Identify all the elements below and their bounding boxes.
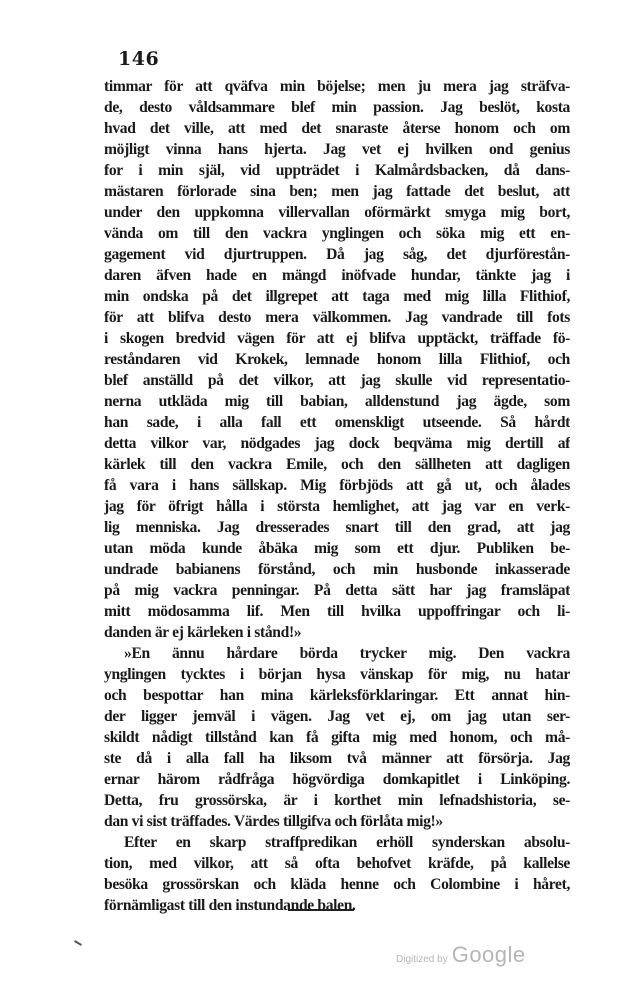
text-line: och bespottar han mina kärleksförklaringar. Ett annat hin- [104,687,570,704]
text-line: Efter en skarp straffpredikan erhöll synderskan absolu- [124,834,570,851]
text-line: danden är ej kärleken i stånd!» [104,624,302,641]
text-line: han sade, i alla fall ett omenskligt utseende. Så hårdt [104,414,570,431]
text-line: ynglingen tycktes i början hysa vänskap för mig, nu hatar [104,666,570,683]
text-line: min ondska på det illgrepet att taga med mig lilla Flithiof, [104,288,570,305]
text-line: nerna utkläda mig till babian, alldenstund jag ägde, som [104,393,570,410]
digitized-watermark [396,942,526,968]
watermark-prefix: Digitized by [396,954,448,965]
text-line: undrade babianens förstånd, och min husbonde inkasserade [104,561,570,578]
text-line: under den uppkomna villervallan oförmärkt smyga mig bort, [104,204,570,221]
text-line: skildt nådigt tillstånd kan få gifta mig med honom, och må- [104,729,570,746]
scan-speck [74,940,82,946]
text-line: der ligger jemväl i vägen. Jag vet ej, om jag utan ser- [104,708,570,725]
text-line: utan möda kunde åbäka mig som ett djur. Publiken be- [104,540,570,557]
text-line: timmar för att qväfva min böjelse; men ju mera jag sträfva- [104,78,570,95]
text-line: daren äfven hade en mängd inöfvade hundar, tänkte jag i [104,267,570,284]
text-line: de, desto våldsammare blef min passion. Jag beslöt, kosta [104,99,570,116]
text-line: besöka grossörskan och kläda henne och Colombine i håret, [104,876,570,893]
text-line: ernar härom rådfråga högvördiga domkapitlet i Linköping. [104,771,570,788]
text-line: vända om till den vackra ynglingen och söka mig ett en- [104,225,570,242]
text-line: förnämligast till den instundande balen. [104,897,356,914]
text-line: hvad det ville, att med det snaraste återse honom och om [104,120,570,137]
text-line: lig menniska. Jag dresserades snart till den grad, att jag [104,519,570,536]
text-line: möjligt vinna hans hjerta. Jag vet ej hvilken ond genius [104,141,570,158]
text-line: mästaren förlorade sina ben; men jag fattade det beslut, att [104,183,570,200]
body-text [104,76,570,916]
text-line: i skogen bredvid vägen för att ej blifva upptäckt, träffade fö- [104,330,570,347]
text-line: gagement vid djurtruppen. Då jag såg, det djurförestån- [104,246,570,263]
text-line: »En ännu hårdare börda trycker mig. Den vackra [124,645,570,662]
text-line: dan vi sist träffades. Värdes tillgifva och förlåta mig!» [104,813,443,830]
text-line: reståndaren vid Krokek, lemnade honom lilla Flithiof, och [104,351,570,368]
text-line: blef anställd på det vilkor, att jag skulle vid representatio- [104,372,570,389]
text-line: för att blifva desto mera välkommen. Jag vandrade till fots [104,309,570,326]
text-line: jag för öfrigt hålla i största hemlighet, att jag var en verk- [104,498,570,515]
text-line: kärlek till den vackra Emile, och den sällheten att dagligen [104,456,570,473]
section-divider [288,909,354,911]
text-line: tion, med vilkor, att så ofta behofvet kräfde, på kallelse [104,855,570,872]
text-line: ste då i alla fall ha liksom två männer att försörja. Jag [104,750,570,767]
page-number: 146 [118,48,160,70]
text-line: mitt mödosamma lif. Men till hvilka uppoffringar och li- [104,603,570,620]
text-line: få vara i hans sällskap. Mig förbjöds att gå ut, och ålades [104,477,570,494]
watermark-brand: Google [451,942,526,967]
text-line: detta vilkor var, nödgades jag dock beqväma mig dertill af [104,435,570,452]
text-line: for i min själ, vid uppträdet i Kalmårdsbacken, då dans- [104,162,570,179]
text-line: på mig vackra penningar. På detta sätt har jag framsläpat [104,582,570,599]
text-line: Detta, fru grossörska, är i korthet min lefnadshistoria, se- [104,792,570,809]
